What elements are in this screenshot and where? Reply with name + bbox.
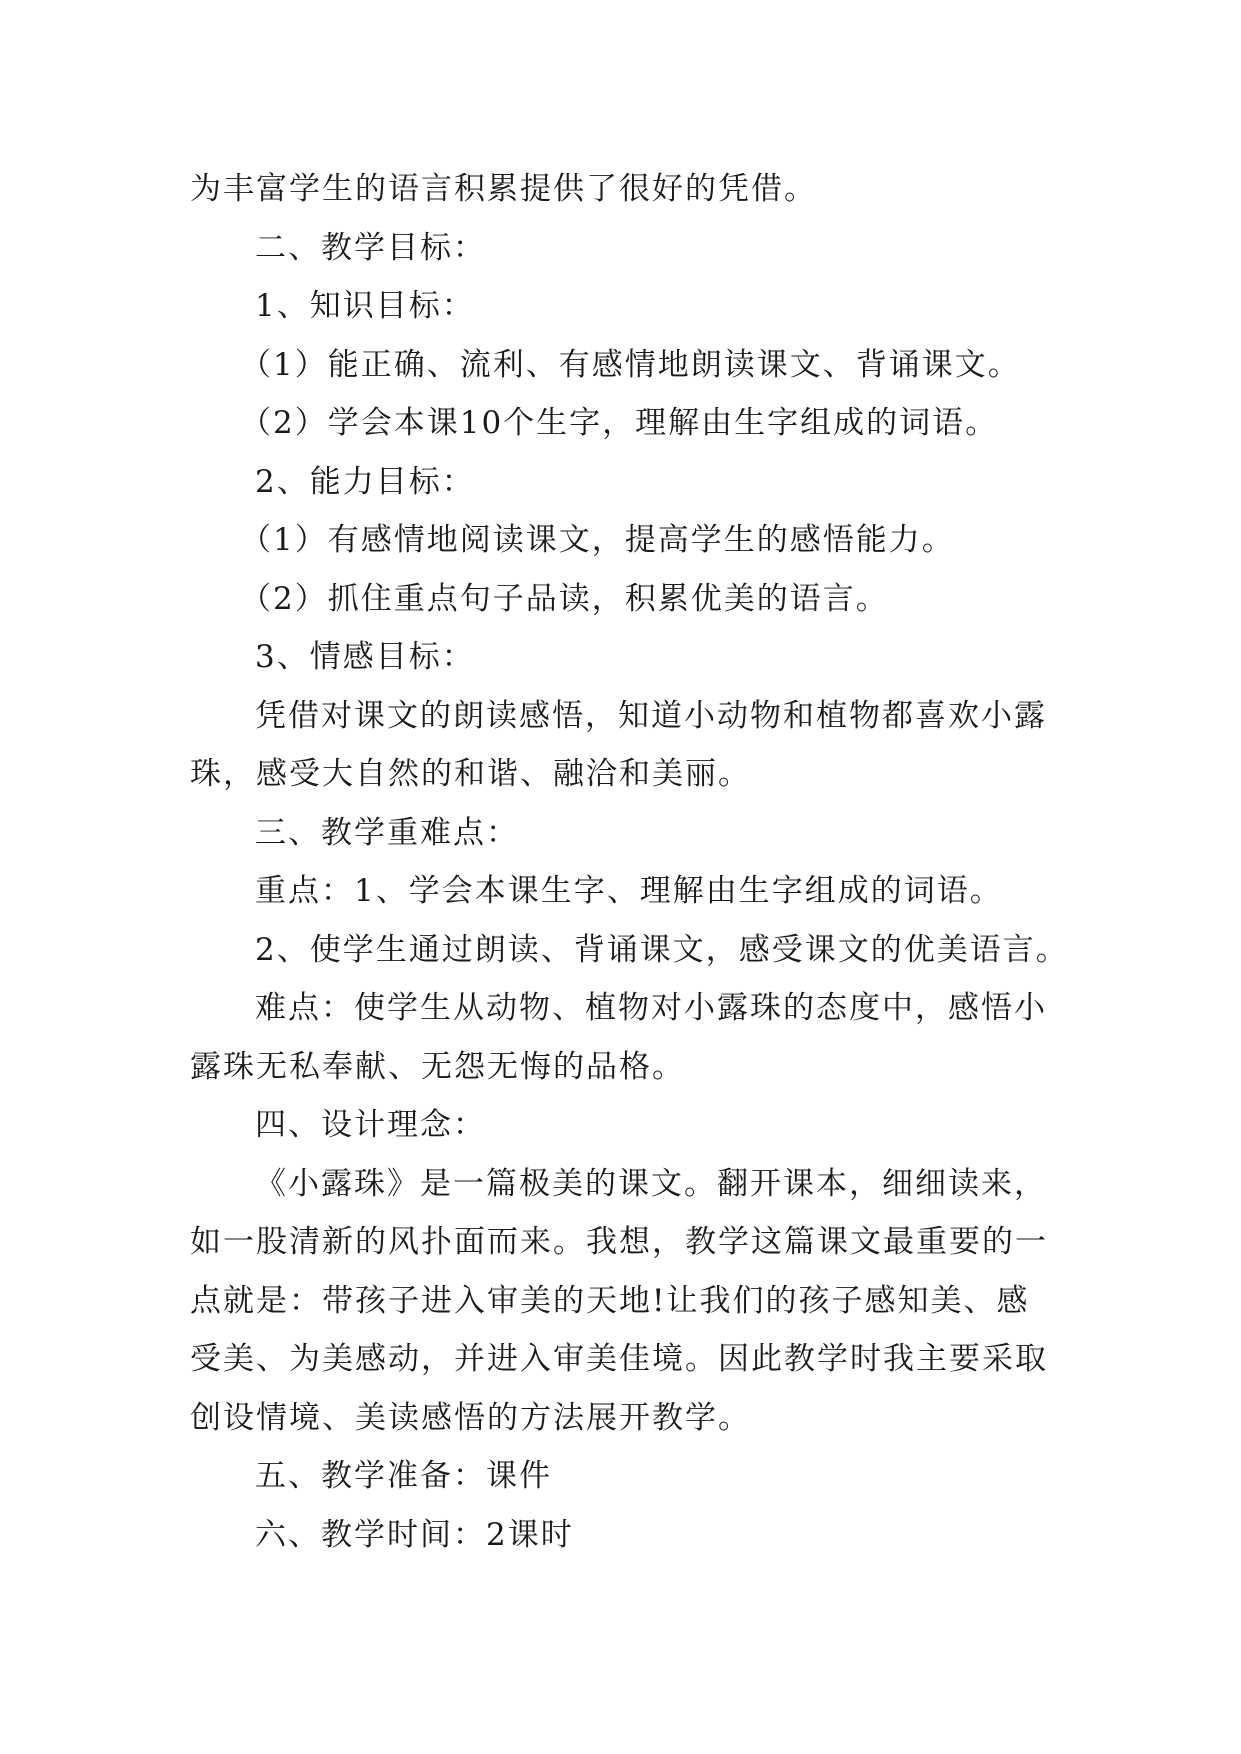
paragraph-line: 2、使学生通过朗读、背诵课文，感受课文的优美语言。 xyxy=(255,931,1069,968)
section-heading: 三、教学重难点： xyxy=(255,814,519,851)
subsection-heading: 1、知识目标： xyxy=(255,288,475,324)
paragraph-line: 珠，感受大自然的和谐、融洽和美丽。 xyxy=(190,756,751,792)
list-item: （2）抓住重点句子品读，积累优美的语言。 xyxy=(240,580,889,617)
section-heading: 六、教学时间：2课时 xyxy=(255,1516,574,1553)
section-heading: 五、教学准备：课件 xyxy=(255,1458,552,1494)
paragraph-line: 创设情境、美读感悟的方法展开教学。 xyxy=(190,1399,751,1436)
paragraph-line: 受美、为美感动，并进入审美佳境。因此教学时我主要采取 xyxy=(190,1341,1048,1377)
paragraph-line: 凭借对课文的朗读感悟，知道小动物和植物都喜欢小露 xyxy=(255,697,1047,734)
paragraph-line: 为丰富学生的语言积累提供了很好的凭借。 xyxy=(190,171,817,207)
list-item: （2）学会本课10个生字，理解由生字组成的词语。 xyxy=(240,405,999,441)
paragraph-line: 如一股清新的风扑面而来。我想，教学这篇课文最重要的一 xyxy=(190,1224,1048,1260)
section-heading: 四、设计理念： xyxy=(255,1107,486,1143)
list-item: （1）有感情地阅读课文，提高学生的感悟能力。 xyxy=(240,522,955,558)
paragraph-line: 难点：使学生从动物、植物对小露珠的态度中，感悟小 xyxy=(255,990,1047,1026)
paragraph-line: 点就是：带孩子进入审美的天地!让我们的孩子感知美、感 xyxy=(190,1282,1030,1319)
document-body xyxy=(190,160,1090,1564)
paragraph-line: 露珠无私奉献、无怨无悔的品格。 xyxy=(190,1048,685,1085)
paragraph-line: 重点：1、学会本课生字、理解由生字组成的词语。 xyxy=(255,873,1003,909)
section-heading: 二、教学目标： xyxy=(255,229,486,266)
list-item: （1）能正确、流利、有感情地朗读课文、背诵课文。 xyxy=(240,346,1021,383)
subsection-heading: 3、情感目标： xyxy=(255,639,475,675)
paragraph-line: 《小露珠》是一篇极美的课文。翻开课本，细细读来， xyxy=(255,1165,1047,1202)
subsection-heading: 2、能力目标： xyxy=(255,463,475,500)
